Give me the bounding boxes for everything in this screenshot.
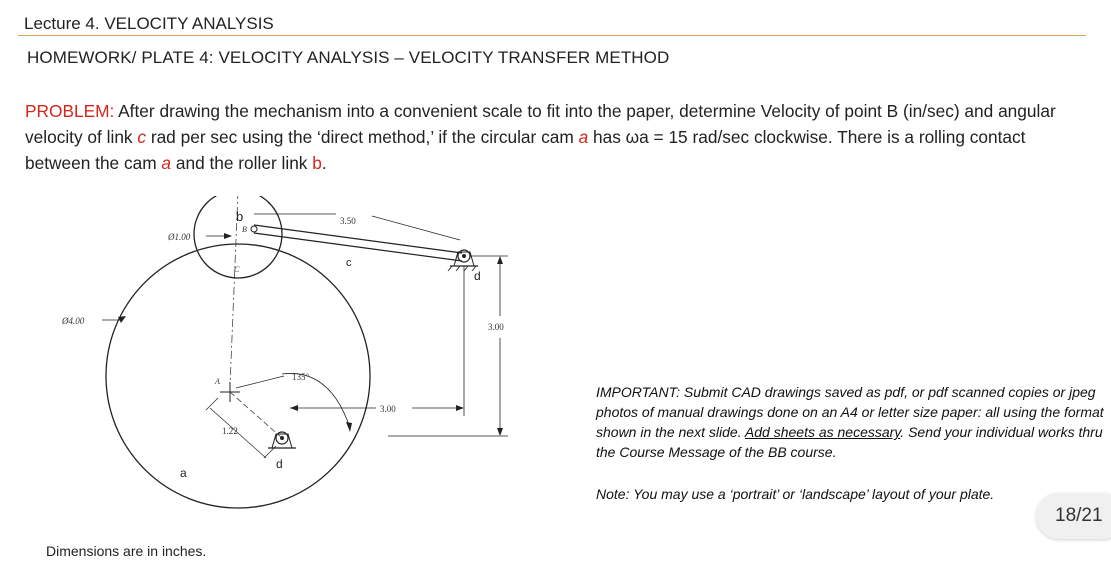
plate-title: HOMEWORK/ PLATE 4: VELOCITY ANALYSIS – VELOCITY TRANSFER METHOD bbox=[27, 48, 670, 67]
label-b: b bbox=[236, 209, 244, 224]
label-link-c-length: 3.50 bbox=[340, 216, 356, 226]
mechanism-diagram bbox=[40, 196, 520, 516]
cam-a-circle bbox=[106, 244, 370, 508]
label-C: C bbox=[234, 265, 240, 274]
label-d-bottom: d bbox=[276, 457, 283, 471]
link-c-line-top bbox=[254, 225, 462, 253]
label-a: a bbox=[180, 466, 187, 480]
important-text-1: IMPORTANT: Submit CAD drawings saved as pdf, or pdf scanned copies or jpeg photos of manual drawings done on an A4 or letter size paper: all using the format shown in the next slide. bbox=[596, 384, 1104, 440]
cam-a-symbol: a bbox=[578, 127, 589, 147]
problem-text-1: After drawing the mechanism into a convenient scale to fit into the paper, determine Velocity of point B (in/sec) and angular velocity of link bbox=[25, 101, 1056, 147]
ground-pivot-d-top bbox=[448, 250, 478, 271]
label-B: B bbox=[242, 225, 247, 234]
link-c-symbol: c bbox=[137, 127, 147, 147]
dimensions-note: Dimensions are in inches. bbox=[46, 543, 207, 559]
problem-statement bbox=[25, 98, 1075, 176]
problem-text-4: and the roller link bbox=[171, 153, 313, 173]
add-sheets-link: Add sheets as necessary bbox=[744, 424, 901, 440]
link-c-line-bottom bbox=[254, 233, 462, 261]
pin-B bbox=[251, 226, 257, 232]
layout-note: Note: You may use a ‘portrait’ or ‘landscape’ layout of your plate. bbox=[596, 486, 995, 502]
label-angle: 135° bbox=[292, 372, 310, 382]
page-number: 18/21 bbox=[1055, 505, 1103, 526]
label-offset-dim: 1.22 bbox=[222, 426, 238, 436]
label-d-top: d bbox=[474, 269, 481, 283]
ground-pivot-d-bottom bbox=[268, 432, 296, 448]
important-text-2: . Send your individual works thru the Course Message of the BB course. bbox=[596, 424, 1103, 460]
label-cam-dia: Ø4.00 bbox=[62, 316, 85, 326]
label-horizontal-dim: 3.00 bbox=[380, 404, 396, 414]
label-c: c bbox=[346, 257, 352, 269]
label-A: A bbox=[215, 377, 220, 386]
label-vertical-dim: 3.00 bbox=[488, 322, 504, 332]
problem-label: PROBLEM: bbox=[25, 101, 115, 121]
label-roller-dia: Ø1.00 bbox=[168, 232, 191, 242]
header-divider bbox=[18, 35, 1086, 36]
center-line bbox=[230, 196, 238, 386]
problem-text-3: has ωa = 15 rad/sec clockwise. There is a rolling contact between the cam bbox=[25, 127, 1026, 173]
cam-a-symbol-2: a bbox=[161, 153, 172, 173]
problem-text-2: rad per sec using the ‘direct method,’ if the circular cam bbox=[146, 127, 579, 147]
important-note bbox=[596, 382, 1111, 462]
problem-text-5: . bbox=[321, 153, 327, 173]
lecture-title: Lecture 4. VELOCITY ANALYSIS bbox=[24, 14, 274, 33]
link-b-symbol: b bbox=[312, 153, 322, 173]
